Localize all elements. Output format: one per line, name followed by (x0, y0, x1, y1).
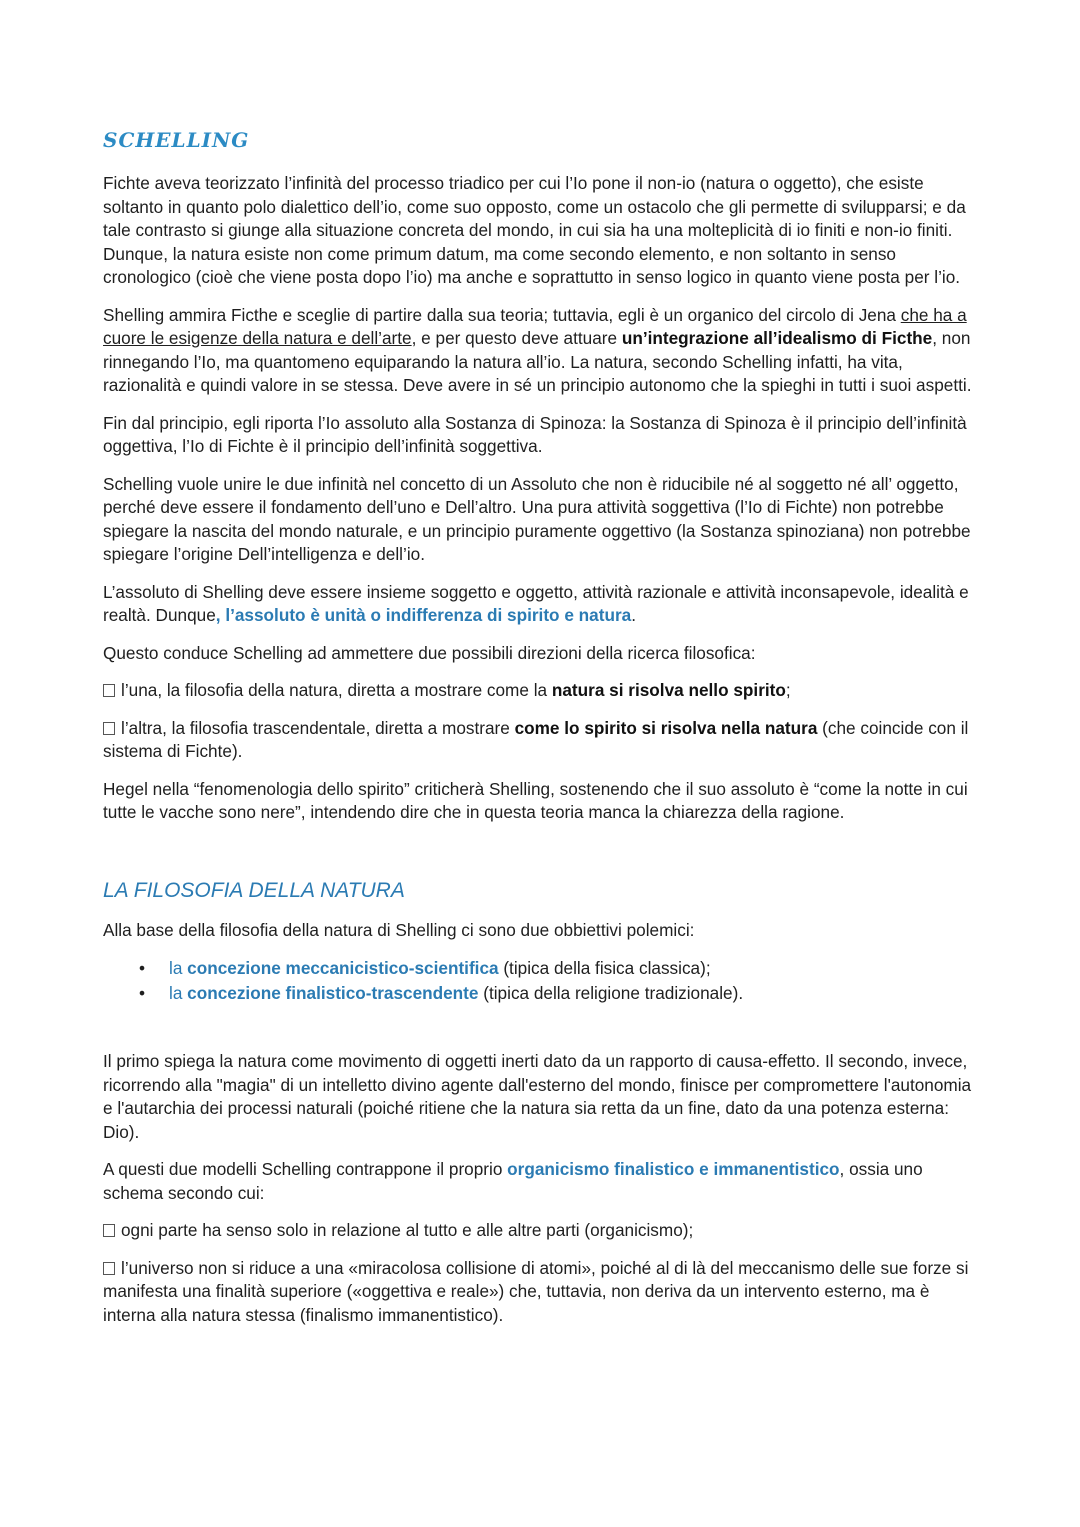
highlighted-text: concezione finalistico-trascendente (187, 983, 479, 1003)
checkbox-glyph-icon (103, 1262, 115, 1275)
list-item (139, 981, 980, 1006)
text-span: ogni parte ha senso solo in relazione al tutto e alle altre parti (organicismo); (121, 1220, 694, 1240)
paragraph-obbiettivi: Alla base della filosofia della natura di Shelling ci sono due obbiettivi polemici: (103, 919, 695, 940)
paragraph-soggetto-oggetto (103, 581, 980, 628)
bold-text: natura si risolva nello spirito (551, 680, 786, 700)
paragraph-due-direzioni: Questo conduce Schelling ad ammettere due possibili direzioni della ricerca filosofica: (103, 642, 756, 663)
text-span: (che coincide con il sistema di Fichte). (103, 717, 969, 761)
checkbox-glyph-icon (103, 722, 115, 735)
text-span: , non rinnegando l’Io, ma quantomeno equiparando la natura all’io. La natura, secondo Schelling infatti, ha vita, razionalità e quindi valore in se stessa. Deve avere in sé un principio autonomo che la spieghi in tutti i suoi aspetti. (103, 328, 972, 395)
paragraph-filosofia-natura (103, 679, 980, 703)
paragraph-universo (103, 1257, 980, 1328)
paragraph-filosofia-trascendentale (103, 717, 980, 764)
paragraph-ogni-parte (103, 1219, 980, 1243)
checkbox-glyph-icon (103, 684, 115, 697)
paragraph-spinoza: Fin dal principio, egli riporta l’Io assoluto alla Sostanza di Spinoza: la Sostanza di Spinoza è il principio dell’infinità oggettiva, l’Io di Fichte è il principio dell’infinità soggettiva. (103, 412, 967, 456)
document-title: SCHELLING (103, 128, 250, 152)
highlighted-text: organicismo finalistico e immanentistico (507, 1159, 840, 1179)
text-span: , e per questo deve attuare (411, 328, 622, 348)
text-span: l’universo non si riduce a una «miracolosa collisione di atomi», poiché al di là del meccanismo delle sue forze si manifesta una finalità superiore («oggettiva e reale») che, tuttavia, non deriva da un intervento esterno, ma è interna alla natura stessa (finalismo immanentistico). (103, 1257, 969, 1325)
checkbox-glyph-icon (103, 1224, 115, 1237)
section-heading: LA FILOSOFIA DELLA NATURA (103, 878, 405, 902)
paragraph-fichte-theory: Fichte aveva teorizzato l’infinità del processo triadico per cui l’Io pone il non-io (natura o oggetto), che esiste soltanto in quanto polo dialettico dell’io, come suo opposto, come un ostacolo che gli permette di svilupparsi; e da tale contrasto si giunge alla situazione concreta del mondo, in cui sia ha una molteplicità di io finiti e non-io finiti. Dunque, la natura esiste non come primum datum, ma come secondo elemento, e non soltanto in senso cronologico (cioè che viene posta dopo l’io) ma anche e soprattutto in senso logico in quanto viene posta per l’io. (103, 173, 966, 287)
paragraph-assoluto: Schelling vuole unire le due infinità nel concetto di un Assoluto che non è riducibile né al soggetto né all’ oggetto, perché deve essere il fondamento dell’uno e Dell’altro. Una pura attività soggettiva (l’Io di Fichte) non potrebbe spiegare la nascita del mondo naturale, e un principio puramente oggettivo (la Sostanza spinoziana) non potrebbe spiegare l’origine Dell’intelligenza e dell’io. (103, 473, 971, 564)
underlined-text: che ha a cuore le esigenze della natura e dell’arte (103, 304, 967, 348)
paragraph-primo-secondo: Il primo spiega la natura come movimento di oggetti inerti dato da un rapporto di causa-effetto. Il secondo, invece, ricorrendo alla "magia" di un intelletto divino agente dall'esterno del mondo, finisce per compromettere l'autonomia e l'autarchia dei processi naturali (poiché ritiene che la natura sia retta da un fine, dato da una potenza esterna: Dio). (103, 1051, 972, 1142)
bold-text: un’integrazione all’idealismo di Ficthe (621, 328, 933, 348)
list-item (139, 956, 980, 981)
highlighted-text: , l’assoluto è unità o indifferenza di spirito e natura (215, 605, 632, 625)
text-span: . (631, 605, 636, 625)
bullet-list (103, 956, 980, 1006)
paragraph-shelling-integration (103, 304, 980, 398)
highlighted-text: concezione meccanicistico-scientifica (187, 958, 499, 978)
text-span: l’altra, la filosofia trascendentale, diretta a mostrare (121, 717, 515, 738)
text-span: A questi due modelli Schelling contrappone il proprio (103, 1159, 508, 1179)
bold-text: come lo spirito si risolva nella natura (514, 717, 818, 738)
text-span: la (169, 983, 188, 1003)
text-span: L’assoluto di Shelling deve essere insieme soggetto e oggetto, attività razionale e attività inconsapevole, idealità e realtà. Dunque (103, 581, 969, 625)
paragraph-hegel-critique: Hegel nella “fenomenologia dello spirito” criticherà Shelling, sostenendo che il suo assoluto è “come la notte in cui tutte le vacche sono nere”, intendendo dire che in questa teoria manca la chiarezza della ragione. (103, 778, 968, 822)
text-span: Shelling ammira Ficthe e sceglie di partire dalla sua teoria; tuttavia, egli è un organico del circolo di Jena (103, 304, 901, 325)
text-span: , ossia uno schema secondo cui: (103, 1159, 923, 1203)
text-span: la (169, 958, 188, 978)
bullet-icon: • (139, 983, 146, 1003)
paragraph-organicismo (103, 1158, 980, 1205)
text-span: (tipica della fisica classica); (498, 958, 711, 978)
text-span: (tipica della religione tradizionale). (478, 983, 744, 1003)
text-span: l’una, la filosofia della natura, diretta a mostrare come la (121, 680, 552, 700)
text-span: ; (785, 680, 791, 700)
bullet-icon: • (139, 958, 146, 978)
